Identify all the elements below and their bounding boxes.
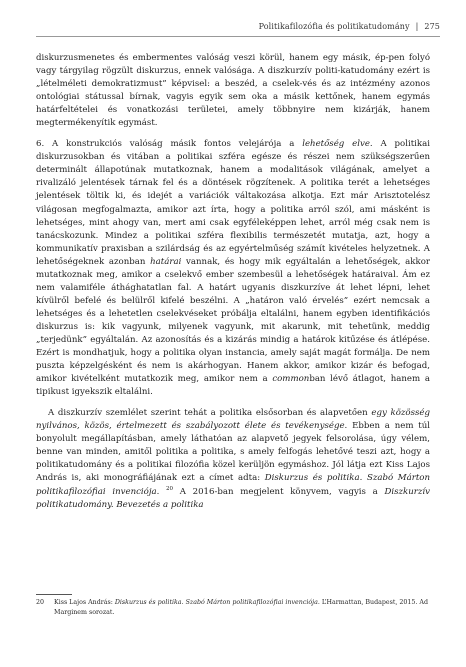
p3-emphasis: egy közösség nyilvános, közös, értelmezett és szabályozott élete és tevékenysége xyxy=(36,408,430,432)
page-number: 275 xyxy=(424,22,440,31)
p2-intro-emphasis: lehetőség elve xyxy=(302,139,370,150)
footnote-ref[interactable]: 20 xyxy=(166,485,174,492)
p2-text-b: vannak, és hogy mik egyáltalán a lehetőségek, akkor mutatkoznak meg, amikor a cselekvő ember szembesül a lehetőségek határaival. Ám ez nem valamiféle áthághatatlan fal. A határt ugyanis diszkurzíve át lehet lépni, lehet kívülről befelé és belülről kifelé beszélni. A „határon való érvelés” ezért nemcsak a lehetséges és a lehetetlen cselekvéseket próbálja eltalálni, hanem egyben identifikációs diskurzus is: kik vagyunk, milyenek vagyunk, mit akarunk, mit tehetünk, meddig „terjedünk” egyáltalán. Az azonosítás és a kizárás mindig a határok kitűzése és átlépése. Ezért is mondhatjuk, hogy a politika olyan instancia, amely saját magát formálja. De nem puszta képzelgésként és nem is akárhogyan. Hanem akkor, amikor kizár és befogad, amikor kivételként mutatkozik meg, amikor nem a xyxy=(36,256,430,385)
p2-intro: 6. A konstrukciós valóság másik fontos velejárója a xyxy=(36,139,303,150)
footnote xyxy=(36,598,430,617)
p2-text-a: . A politikai diskurzusokban és vitában a politikai szféra egésze és részei nem szükségszerűen determinált állapotúnak mutatkoznak, hanem a modalitások világának, amelyet a rivalizáló jelentések tárnak fel és a döntések rögzítenek. A politika terét a lehetséges jelentések töltik ki, és idejét a variációk váltakozása alkotja. Ezt már Arisztotelész világosan megfogalmazta, amikor azt írta, hogy a politika arról szól, ami másként is lehetséges, mint ahogy van, mert ami csak egyféleképpen lehet, arról még csak nem is tanácskozunk. Mindez a politikai szféra flexibilis természetét mutatja, azt, hogy a kommunikatív praxisban a szilárdság és az egyértelműség számít kivételes helyzetnek. A lehetőségeknek azonban xyxy=(36,139,430,267)
p2-emphasis: határai xyxy=(150,256,182,267)
paragraph-3 xyxy=(36,407,430,511)
footnote-text-b: . L’Harmattan, Budapest, 2015. Ad Marginem sorozat. xyxy=(54,599,429,616)
paragraph-2 xyxy=(36,138,430,399)
footnote-number: 20 xyxy=(36,599,45,606)
p3-text-c: . xyxy=(156,486,167,497)
paragraph-1: diskurzusmenetes és embermentes valóság veszi körül, hanem egy másik, ép-pen folyó vagy tárgyilag rögzült diskurzus, ennek valósága. A diszkurzív politi-katudomány ezért is „lételméleti demokratizmust” képvisel: a beszéd, a cselek-vés és az intézmény azonos ontológiai státussal bírnak, vagyis egyik sem oka a másik kettőnek, hanem egymás határfeltételei és vonatkozási területei, amely többnyire nem kizárják, hanem megtermékenyítik egymást. xyxy=(36,53,430,129)
p3-emphasis-3: Diszkurzív politikatudomány. Bevezetés a politika xyxy=(36,486,431,510)
p3-text-d: A 2016-ban megjelent könyvem, vagyis a xyxy=(173,486,385,497)
footnote-text-a: Kiss Lajos András: xyxy=(54,599,115,606)
p3-text-a: A diszkurzív szemlélet szerint tehát a politika elsősorban és alapvetően xyxy=(48,408,372,419)
running-title: Politikafilozófia és politikatudomány xyxy=(258,22,410,31)
running-header xyxy=(259,22,440,31)
body-text xyxy=(36,52,430,512)
header-rule xyxy=(36,36,440,37)
p2-emphasis-2: common xyxy=(272,374,310,385)
header-separator: | xyxy=(415,22,419,31)
p2-text-c: ban lévő átlagot, hanem a tipikust igyekszik eltalálni. xyxy=(36,374,430,398)
footnote-rule xyxy=(36,594,72,595)
footnote-emphasis: Diskurzus és politika. Szabó Márton politikafilozófiai invenciója xyxy=(114,599,318,606)
p3-text-b: . Ebben a nem túl bonyolult megállapításban, amely láthatóan az alapvető jegyek felsorolása, úgy vélem, benne van minden, amitől politika a politika, s amely felfogás lehetővé teszi azt, hogy a politikatudomány és a politikai filozófia közel kerüljön egymáshoz. Jól látja ezt Kiss Lajos András is, aki monográfiájának ezt a címet adta: xyxy=(36,421,430,484)
p3-emphasis-2: Diskurzus és politika. Szabó Márton politikafilozófiai invenciója xyxy=(36,473,430,497)
